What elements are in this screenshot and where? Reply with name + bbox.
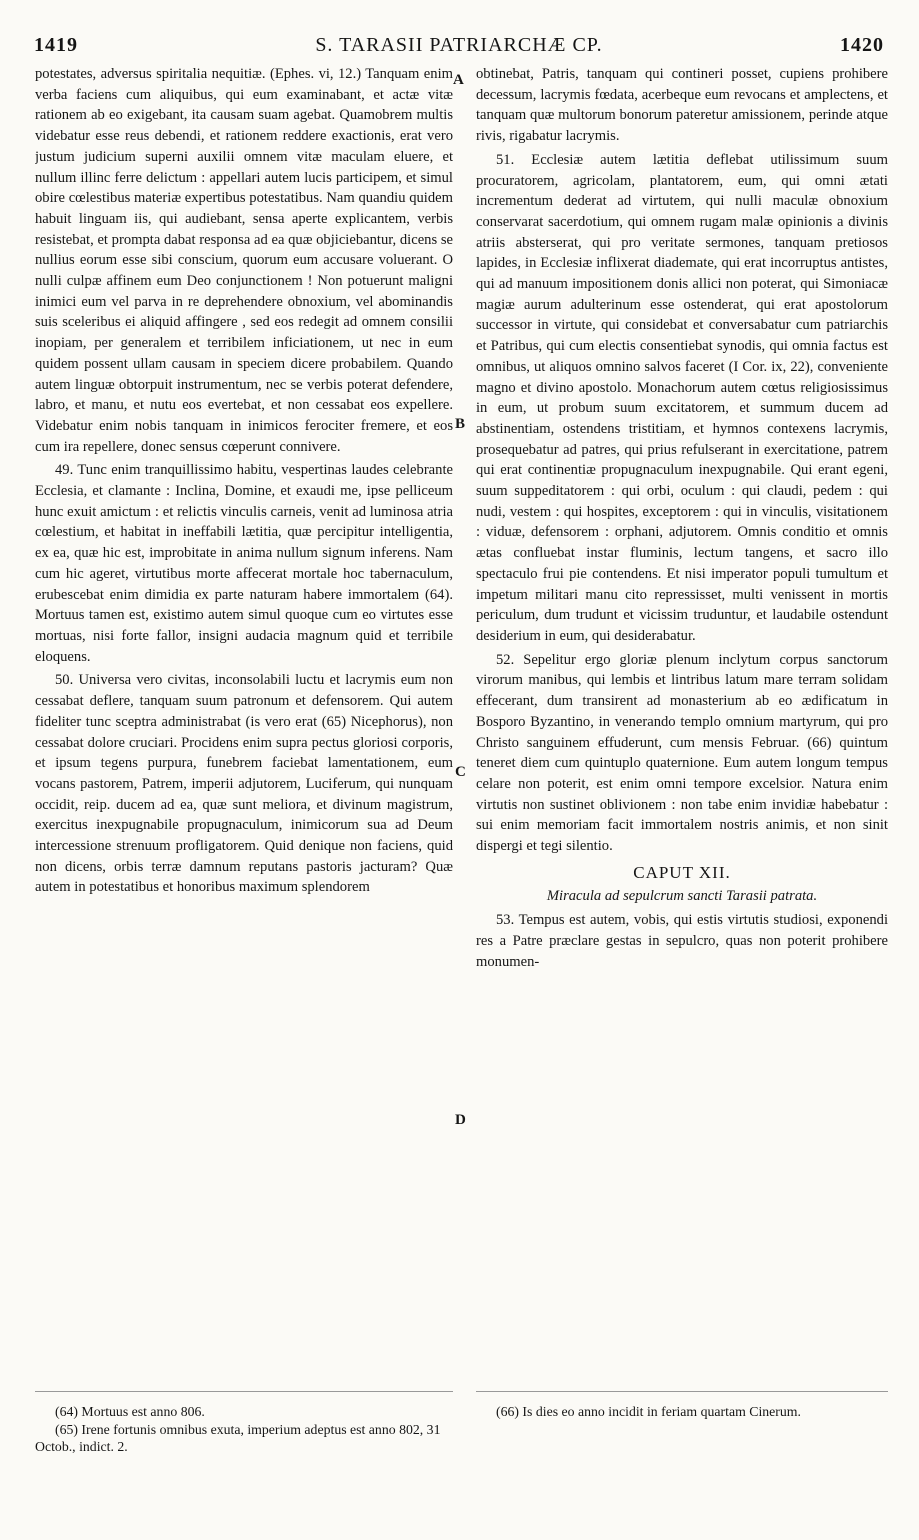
right-column xyxy=(476,64,888,1364)
footnote-65: (65) Irene fortunis omnibus exuta, imperium adeptus est anno 802, 31 Octob., indict. 2. xyxy=(35,1421,441,1454)
paragraph-52: 52. Sepelitur ergo gloriæ plenum inclytum corpus sanctorum virorum manibus, qui lembis et lintribus latum mare terram solidam effecerant, dum transirent ad monasterium ab eo ædificatum in Bosporo Byzantino, in venerando templo omnium martyrum, qui pro Christo sanguinem effuderunt, cum mensis Februar. (66) quintum teneret diem cum quintuplo quaternione. Eum autem longum tempus celare non poterit, est enim omni tempore excelsior. Natura enim virtutis non sustinet oblivionem : non tabe enim invidiæ habebatur : sui enim memoriam facit immortalem nostris animis, et non sinit dispergi et tegi silentio. xyxy=(476,651,888,855)
left-column xyxy=(35,64,453,1364)
paragraph-51: 51. Ecclesiæ autem lætitia deflebat utilissimum suum procuratorem, agricolam, plantatorem, eum, qui omni ætati incrementum dederat ad virtutem, qui nulli maculæ obnoxium conservarat sacerdotium, qui omnem rugam malæ opinionis a divinis atriis absterserat, qui pro veritate sermones, tanquam pretiosos lapides, in Ecclesiæ inflixerat diademate, qui erat incorruptus antistes, qui ad manuum impositionem donis allici non poterat, qui Simoniacæ magiæ aurum adulterinum esse ostenderat, qui erat apostolorum successor in virtute, qui considebat et conversabatur cum patriarchis et Patribus, qui cum electis consentiebat synodis, qui omnia factus est omnibus, ut aliquos omnino salvos faceret (I Cor. ix, 22), conveniente magno et divino apostolo. Monachorum autem cœtus religiosissimus in eum, ut probum suum excitatorem, et summum ducem ad abstinentiam, ostendens tristitiam, et hymnos contexens lacrymis, prosequebatur ad patres, qui prius refulserant in exercitatione, patrem qui erat continentiæ propugnaculum inexpugnabile. Qui erant egeni, suum suppeditatorem : qui orbi, oculum : qui claudi, pedem : qui nudi, vestem : qui hospites, exceptorem : qui in vinculis, visitationem : viduæ, defensorem : orphani, adjutorem. Omnis conditio et omnis ætas confluebat instar fluminis, lectum tangens, et sacro illo spectaculo frui pie contendens. Et nisi imperator populi tumultum et impetum militari manu cito repressisset, multi venissent in mortis periculum, dum trudunt et vicissim truduntur, et laudabile ostendunt desiderium in eum, qui desiderabatur. xyxy=(476,151,888,644)
page-number-right: 1420 xyxy=(840,34,884,56)
chapter-subtitle: Miracula ad sepulcrum sancti Tarasii patrata. xyxy=(546,888,818,905)
chapter-title: CAPUT XII. xyxy=(633,862,731,882)
footnote-divider-left xyxy=(35,1391,453,1392)
margin-letter-b: B xyxy=(455,416,466,432)
running-title: S. TARASII PATRIARCHÆ CP. xyxy=(315,34,603,56)
footnotes-right xyxy=(476,1403,888,1421)
paragraph-50: 50. Universa vero civitas, inconsolabili luctu et lacrymis eum non cessabat deflere, tanquam suum patronum et defensorem. Qui autem fideliter tunc sceptra administrabat (is vero erat (65) Nicephorus), non cessabat dolore cruciari. Procidens enim supra pectus gloriosi corporis, et ipsum tegens purpura, funebrem faciebat lamentationem, eum vocans pastorem, Patrem, imperii adjutorem, Luciferum, qui nunquam occidit, reip. ducem ad ea, quæ sunt meliora, et divinum magistrum, exercitus inexpugnabile propugnaculum, inimicorum sua ad Deum intercessione strenuum profligatorem. Quid denique non faciens, quid non dicens, orbis terræ damnum reputans pastoris jacturam? Quæ autem in potestatibus et honoribus maximum splendorem xyxy=(35,672,453,896)
paragraph: potestates, adversus spiritalia nequitiæ. (Ephes. vi, 12.) Tanquam enim verba faciens cum aliquibus, qui eum examinabant, et actæ vitæ rationem ab eo exigebant, ita causam suam agebat. Quamobrem multis videbatur esse reus debendi, et rationem reddere exactionis, erat vero justum judicium superni auxilii omnem vitæ maculam eluere, et nullum illinc ferre delictum : appellari autem lucis participem, et simul obire cœlestibus materiæ expertibus potestatibus. Nam quandiu quidem habuit linguam iis, qui audiebant, sensa aperte explicantem, verbis resistebat, et prompta dabat responsa ad ea quæ objiciebantur, dicens se nullius eorum esse sibi conscium, quorum eum accusare voluerant. O nulli culpæ affinem eum Deo conjunctionem ! Non potuerunt maligni inimici eum vel parva in re deprehendere obnoxium, vel abominandis suis sceleribus ei aliquid affingere , sed eos redegit ad omnem consilii inopiam, per generalem et terribilem inficiationem, ut nec in eum quidem possent ullam causam in speciem dicere probabilem. Quando autem linguæ obtorpuit instrumentum, nec se verbis poterat defendere, labro, et manu, et nutu eos evertebat, et non cessabat eos expellere. Videbatur enim nobis tanquam in inimicos ferociter fremere, et eos cum ira repellere, donec sensus cœperunt connivere. xyxy=(35,66,453,455)
paragraph: obtinebat, Patris, tanquam qui contineri posset, cupiens prohibere decessum, lacrymis fœdata, acerbeque eum revocans et amplectens, et tanquam quæ multorum bonorum pateretur amissionem, perinde atque rivis, rigabatur lacrymis. xyxy=(476,66,888,145)
page-number-left: 1419 xyxy=(34,34,78,56)
footnote-divider-right xyxy=(476,1391,888,1392)
margin-letter-d: D xyxy=(455,1112,466,1128)
margin-letter-c: C xyxy=(455,764,466,780)
paragraph-53: 53. Tempus est autem, vobis, qui estis virtutis studiosi, exponendi res a Patre præclare gestas in sepulcro, quas non poterit prohibere monumen- xyxy=(476,912,888,970)
footnote-64: (64) Mortuus est anno 806. xyxy=(55,1404,205,1419)
page-header xyxy=(28,34,890,60)
footnotes-left xyxy=(35,1403,453,1456)
margin-letter-a: A xyxy=(453,72,464,88)
footnote-66: (66) Is dies eo anno incidit in feriam quartam Cinerum. xyxy=(496,1404,801,1419)
paragraph-49: 49. Tunc enim tranquillissimo habitu, vespertinas laudes celebrante Ecclesia, et clamante : Inclina, Domine, et exaudi me, ipse pelliceum hunc exuit amictum : et relictis vinculis carneis, venit ad luminosa atria cœlestium, et habitat in ineffabili lætitia, quæ percipitur intelligentia, ex ea, quæ hic est, improbitate in anima nullum signum inferens. Nam cum hic ageret, virtutibus morte affecerat mortale hoc tabernaculum, erubescebat enim dimidia ex parte naturam habere immortalem (64). Mortuus tamen est, existimo autem simul quoque cum eo virtutes esse mortuas, nisi forte fallor, insigni audacia magnum quid et terribile eloquens. xyxy=(35,462,453,665)
